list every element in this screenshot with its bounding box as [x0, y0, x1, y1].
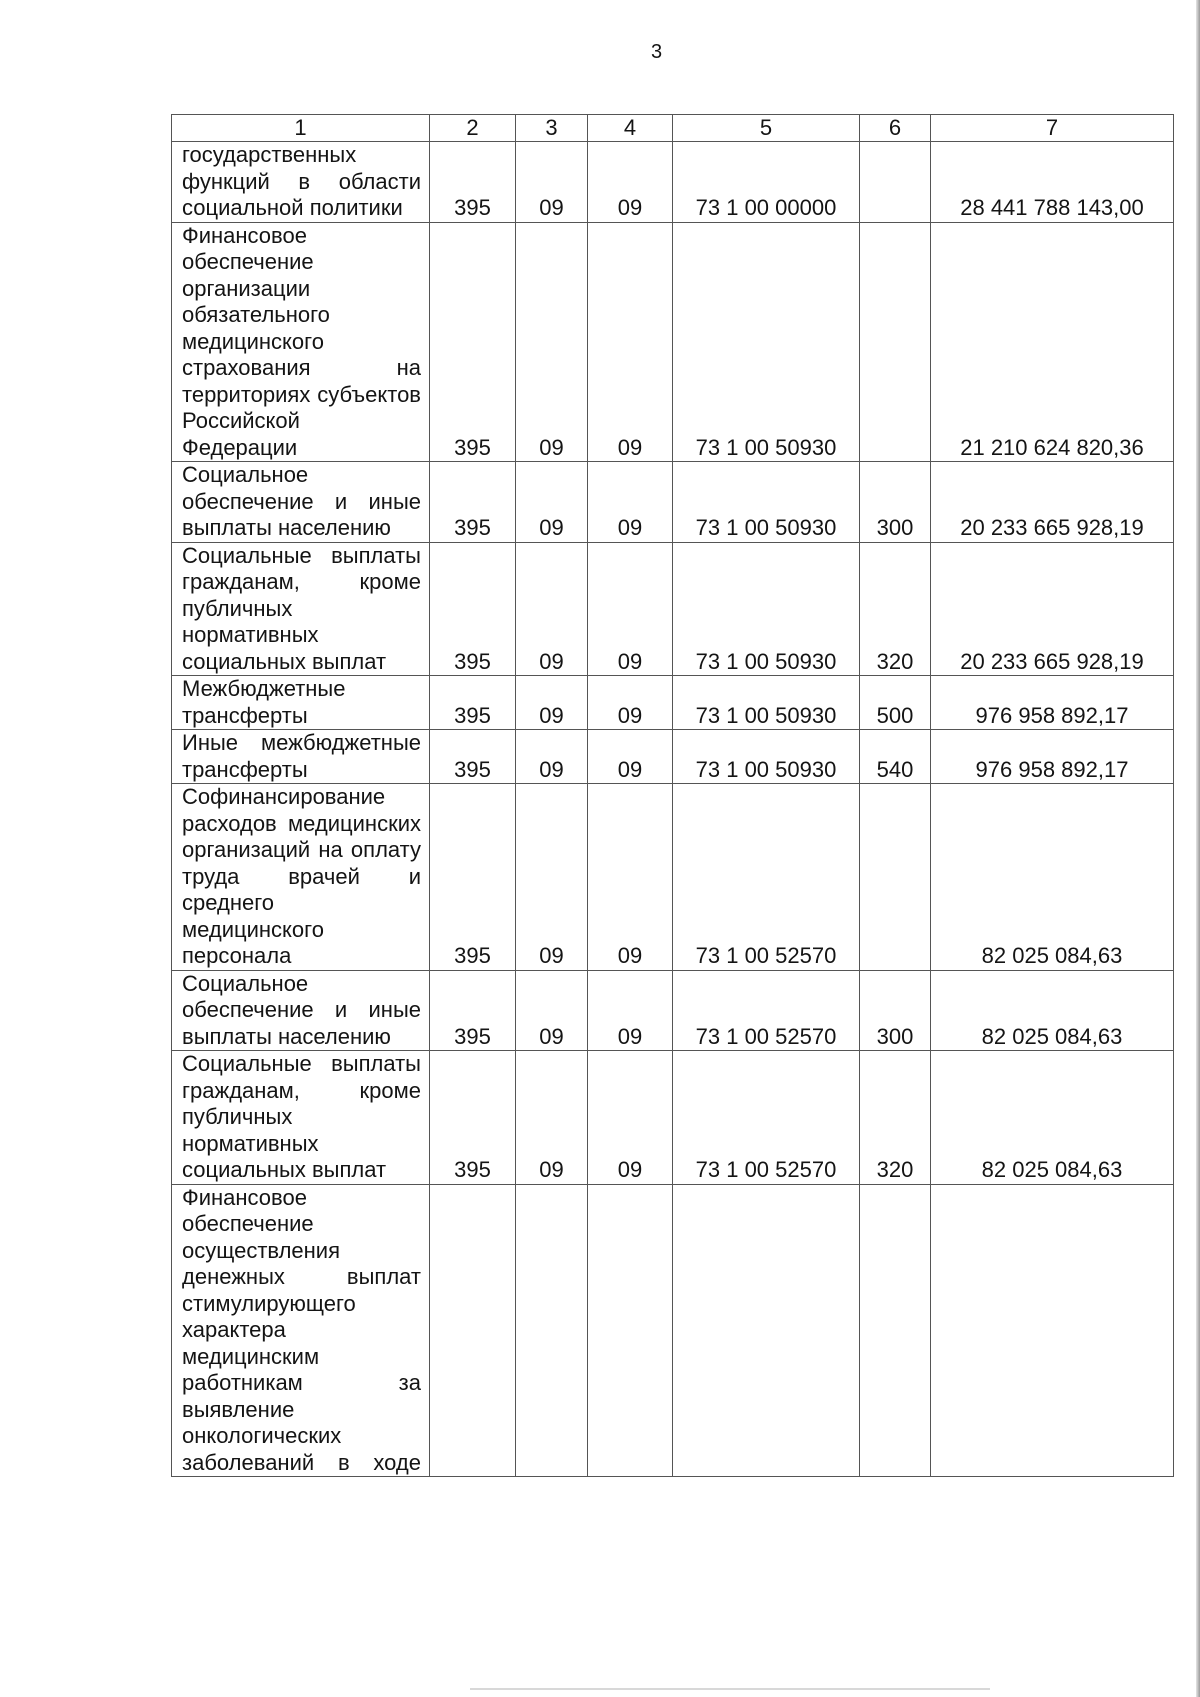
row-description: Иные межбюджетные трансферты — [172, 730, 430, 784]
row-section-code — [516, 1184, 588, 1477]
row-target-code: 73 1 00 50930 — [673, 676, 860, 730]
row-amount: 21 210 624 820,36 — [931, 222, 1174, 462]
table-header — [172, 115, 1174, 142]
row-description: Социальное обеспечение и иные выплаты населению — [172, 462, 430, 543]
row-amount: 976 958 892,17 — [931, 730, 1174, 784]
row-admin-code: 395 — [430, 784, 516, 971]
row-subsection-code: 09 — [588, 1051, 673, 1185]
row-admin-code: 395 — [430, 222, 516, 462]
table-row — [172, 542, 1174, 676]
row-target-code: 73 1 00 52570 — [673, 784, 860, 971]
row-admin-code: 395 — [430, 462, 516, 543]
row-expense-type: 500 — [860, 676, 931, 730]
row-target-code: 73 1 00 52570 — [673, 1051, 860, 1185]
row-expense-type: 300 — [860, 970, 931, 1051]
row-subsection-code: 09 — [588, 542, 673, 676]
row-description: Финансовое обеспечение осуществления денежных выплат стимулирующего характера медицинским работникам за выявление онкологических заболеваний в ходе — [172, 1184, 430, 1477]
row-expense-type — [860, 784, 931, 971]
row-section-code: 09 — [516, 784, 588, 971]
row-section-code: 09 — [516, 542, 588, 676]
table-row — [172, 784, 1174, 971]
row-target-code — [673, 1184, 860, 1477]
row-amount: 82 025 084,63 — [931, 784, 1174, 971]
column-header: 1 — [172, 115, 430, 142]
table-row — [172, 970, 1174, 1051]
row-admin-code: 395 — [430, 142, 516, 223]
row-admin-code: 395 — [430, 970, 516, 1051]
row-amount: 976 958 892,17 — [931, 676, 1174, 730]
header-row — [172, 115, 1174, 142]
row-expense-type — [860, 142, 931, 223]
row-amount: 28 441 788 143,00 — [931, 142, 1174, 223]
table-row — [172, 730, 1174, 784]
row-admin-code: 395 — [430, 1051, 516, 1185]
row-subsection-code: 09 — [588, 970, 673, 1051]
row-description: Социальное обеспечение и иные выплаты населению — [172, 970, 430, 1051]
column-header: 4 — [588, 115, 673, 142]
row-amount: 20 233 665 928,19 — [931, 542, 1174, 676]
row-expense-type: 300 — [860, 462, 931, 543]
row-section-code: 09 — [516, 462, 588, 543]
row-admin-code: 395 — [430, 730, 516, 784]
row-admin-code — [430, 1184, 516, 1477]
row-subsection-code: 09 — [588, 222, 673, 462]
row-description: Софинансирование расходов медицинских организаций на оплату труда врачей и среднего медицинского персонала — [172, 784, 430, 971]
column-header: 6 — [860, 115, 931, 142]
table-row — [172, 676, 1174, 730]
row-amount: 20 233 665 928,19 — [931, 462, 1174, 543]
row-subsection-code — [588, 1184, 673, 1477]
column-header: 3 — [516, 115, 588, 142]
budget-table — [171, 114, 1174, 1477]
row-amount: 82 025 084,63 — [931, 970, 1174, 1051]
row-target-code: 73 1 00 50930 — [673, 222, 860, 462]
table-row — [172, 462, 1174, 543]
row-target-code: 73 1 00 50930 — [673, 730, 860, 784]
row-admin-code: 395 — [430, 676, 516, 730]
table-body — [172, 142, 1174, 1477]
row-expense-type — [860, 222, 931, 462]
column-header: 5 — [673, 115, 860, 142]
row-target-code: 73 1 00 50930 — [673, 542, 860, 676]
row-section-code: 09 — [516, 676, 588, 730]
table-row — [172, 222, 1174, 462]
row-target-code: 73 1 00 52570 — [673, 970, 860, 1051]
row-description: Социальные выплаты гражданам, кроме публичных нормативных социальных выплат — [172, 542, 430, 676]
row-amount — [931, 1184, 1174, 1477]
row-target-code: 73 1 00 50930 — [673, 462, 860, 543]
row-section-code: 09 — [516, 1051, 588, 1185]
page-number: 3 — [650, 41, 663, 63]
row-amount: 82 025 084,63 — [931, 1051, 1174, 1185]
row-section-code: 09 — [516, 970, 588, 1051]
table-row — [172, 1051, 1174, 1185]
row-subsection-code: 09 — [588, 676, 673, 730]
row-expense-type: 320 — [860, 1051, 931, 1185]
table-row — [172, 142, 1174, 223]
row-section-code: 09 — [516, 222, 588, 462]
row-section-code: 09 — [516, 142, 588, 223]
row-subsection-code: 09 — [588, 462, 673, 543]
row-subsection-code: 09 — [588, 730, 673, 784]
row-section-code: 09 — [516, 730, 588, 784]
row-target-code: 73 1 00 00000 — [673, 142, 860, 223]
scan-mark — [470, 1688, 990, 1690]
row-description: государственных функций в области социальной политики — [172, 142, 430, 223]
column-header: 2 — [430, 115, 516, 142]
scan-edge — [1196, 0, 1200, 1697]
row-subsection-code: 09 — [588, 142, 673, 223]
row-subsection-code: 09 — [588, 784, 673, 971]
row-expense-type — [860, 1184, 931, 1477]
row-expense-type: 320 — [860, 542, 931, 676]
table-row — [172, 1184, 1174, 1477]
column-header: 7 — [931, 115, 1174, 142]
row-admin-code: 395 — [430, 542, 516, 676]
row-description: Финансовое обеспечение организации обязательного медицинского страхования на территориях субъектов Российской Федерации — [172, 222, 430, 462]
row-description: Социальные выплаты гражданам, кроме публичных нормативных социальных выплат — [172, 1051, 430, 1185]
row-expense-type: 540 — [860, 730, 931, 784]
row-description: Межбюджетные трансферты — [172, 676, 430, 730]
